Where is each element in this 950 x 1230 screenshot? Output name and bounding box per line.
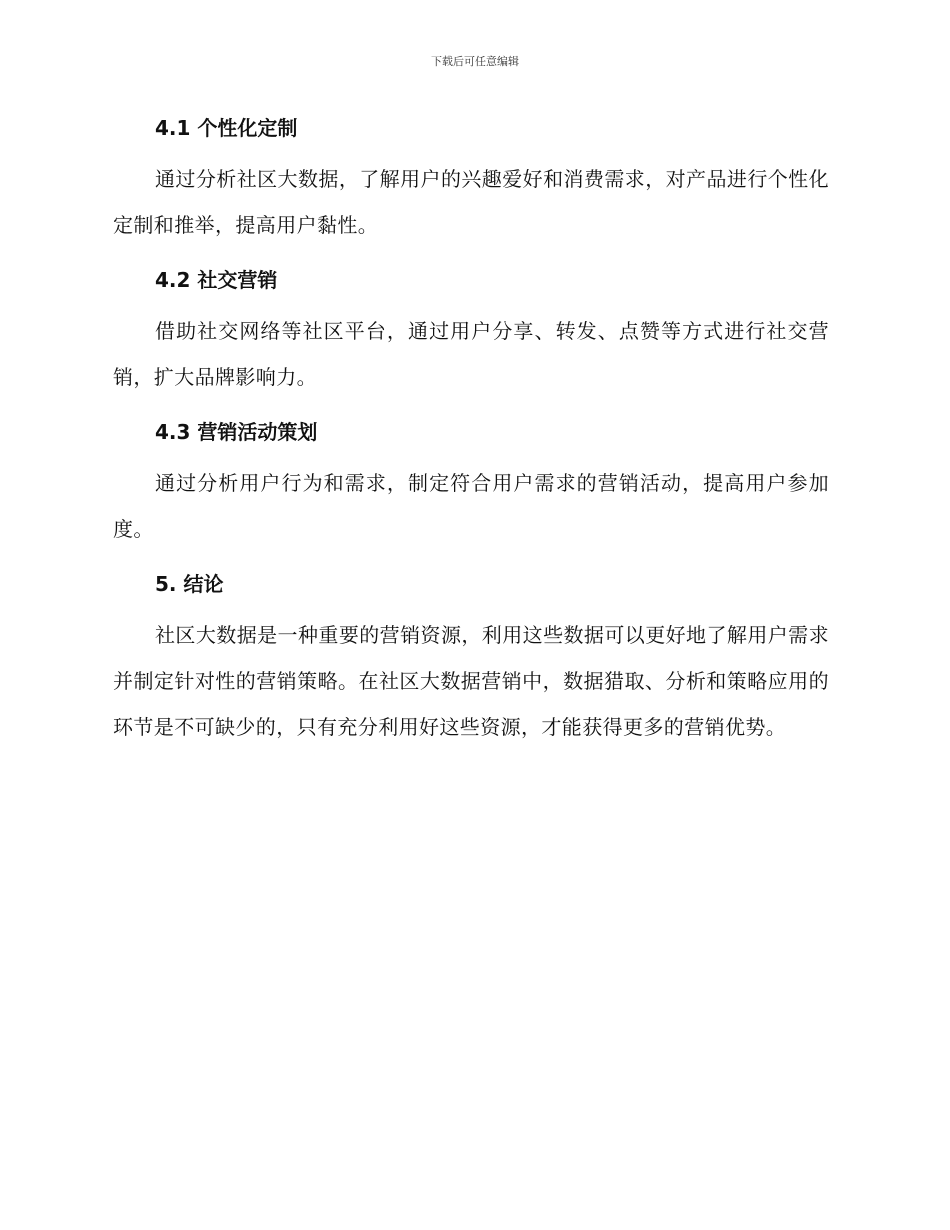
section-heading-4-3: 4.3 营销活动策划 <box>155 420 318 444</box>
section-heading-4-1: 4.1 个性化定制 <box>155 116 298 140</box>
section-paragraph-4-1: 通过分析社区大数据，了解用户的兴趣爱好和消费需求，对产品进行个性化定制和推举，提高用户黏性。 <box>113 167 829 237</box>
page-header-note: 下载后可任意编辑 <box>431 55 519 68</box>
section-paragraph-4-2: 借助社交网络等社区平台，通过用户分享、转发、点赞等方式进行社交营销，扩大品牌影响力。 <box>113 319 829 389</box>
section-paragraph-5: 社区大数据是一种重要的营销资源，利用这些数据可以更好地了解用户需求并制定针对性的营销策略。在社区大数据营销中，数据猎取、分析和策略应用的环节是不可缺少的，只有充分利用好这些资源，才能获得更多的营销优势。 <box>113 623 829 739</box>
section-paragraph-4-3: 通过分析用户行为和需求，制定符合用户需求的营销活动，提高用户参加度。 <box>113 471 829 541</box>
section-heading-4-2: 4.2 社交营销 <box>155 268 278 292</box>
section-heading-5: 5. 结论 <box>155 572 224 596</box>
document-body <box>113 110 829 750</box>
